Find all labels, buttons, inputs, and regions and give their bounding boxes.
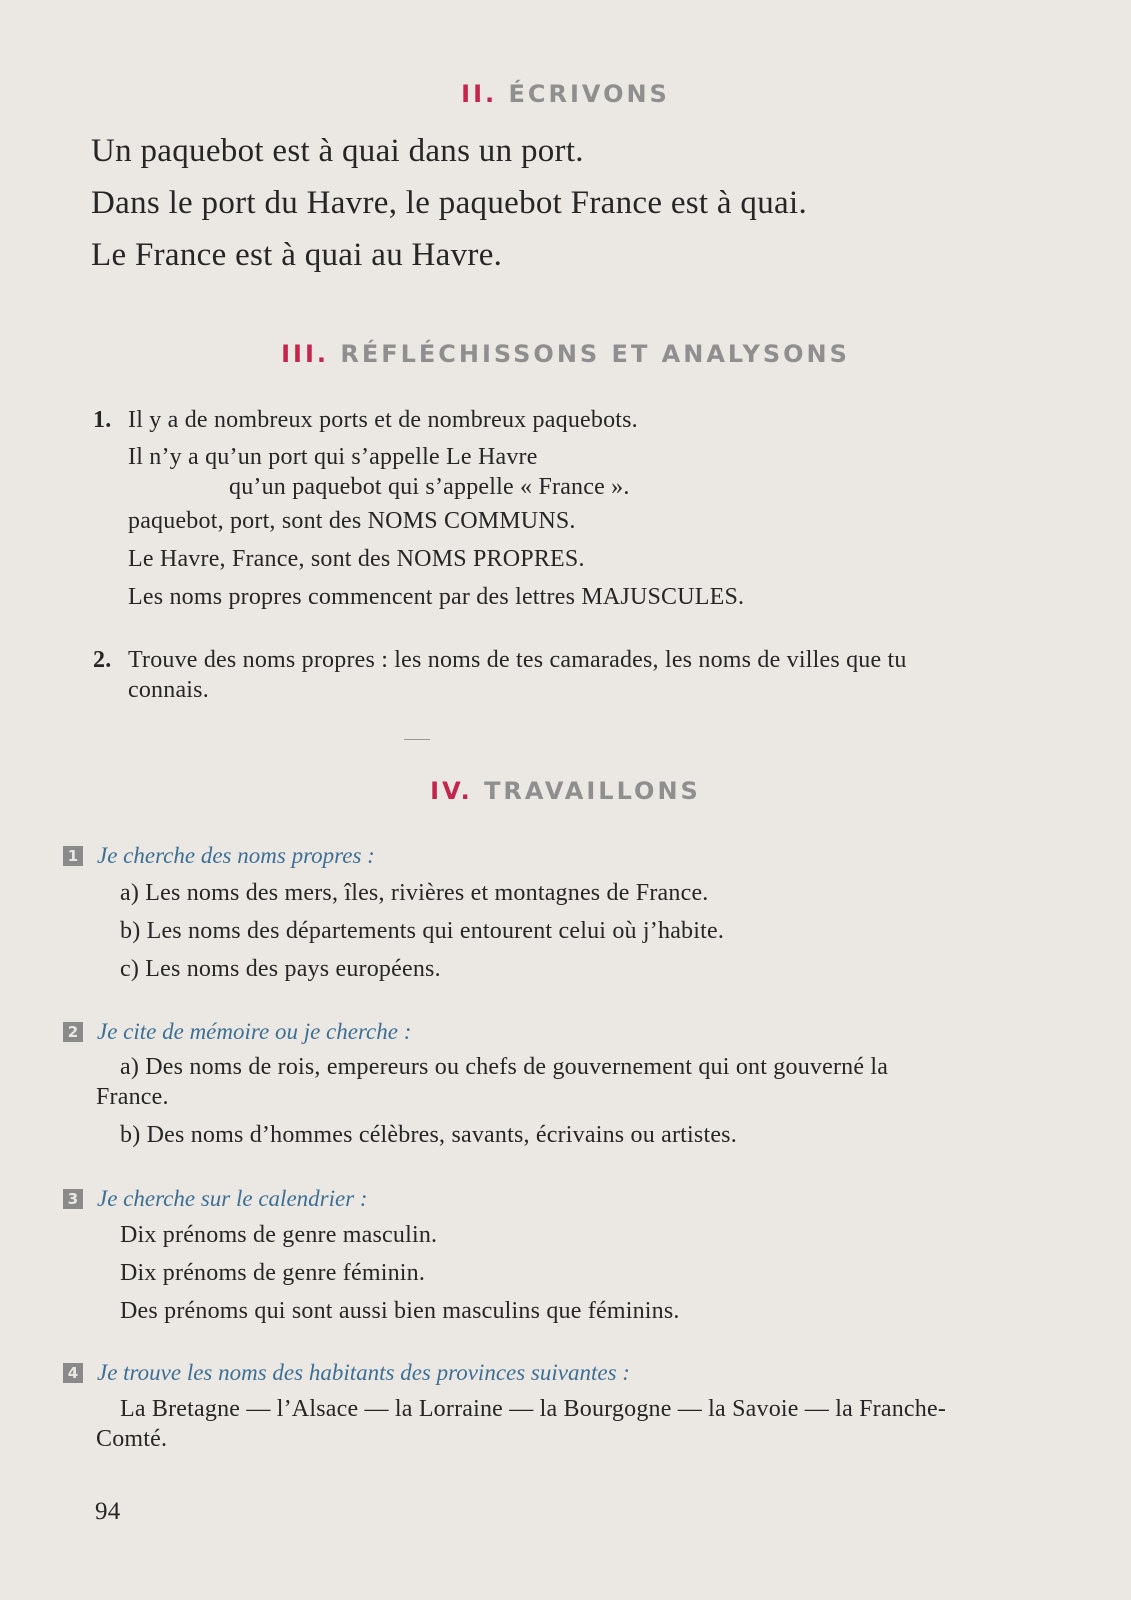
exercise-line: a) Les noms des mers, îles, rivières et montagnes de France.: [120, 880, 709, 906]
item-marker: 1.: [93, 407, 112, 433]
section-heading-reflechissons: [0, 340, 1131, 368]
page-number: 94: [95, 1498, 121, 1525]
analysis-line: connais.: [128, 677, 209, 703]
analysis-line: qu’un paquebot qui s’appelle « France ».: [229, 474, 630, 500]
analysis-line: Les noms propres commencent par des lettres MAJUSCULES.: [128, 584, 745, 610]
section-title: TRAVAILLONS: [484, 777, 701, 805]
exercise-prompt: Je trouve les noms des habitants des provinces suivantes :: [97, 1360, 630, 1385]
exercise-line: Dix prénoms de genre féminin.: [120, 1260, 426, 1286]
exercise-prompt: Je cherche des noms propres :: [97, 843, 375, 868]
ecrivons-line: Un paquebot est à quai dans un port.: [91, 133, 584, 169]
section-title: RÉFLÉCHISSONS ET ANALYSONS: [340, 340, 850, 368]
item-marker: 2.: [93, 647, 112, 673]
exercise-line: Des prénoms qui sont aussi bien masculins que féminins.: [120, 1298, 680, 1324]
exercise-line: Comté.: [96, 1426, 168, 1452]
section-number: II.: [461, 80, 498, 108]
exercise-number-badge: 1: [63, 846, 83, 866]
separator-dash: [404, 739, 430, 740]
section-number: III.: [281, 340, 329, 368]
analysis-line: paquebot, port, sont des NOMS COMMUNS.: [128, 508, 576, 534]
exercise-number-badge: 3: [63, 1189, 83, 1209]
exercise-line: c) Les noms des pays européens.: [120, 956, 441, 982]
ecrivons-line: Le France est à quai au Havre.: [91, 237, 503, 273]
section-number: IV.: [430, 777, 473, 805]
exercise-line: La Bretagne — l’Alsace — la Lorraine — la Bourgogne — la Savoie — la Franche-: [120, 1396, 947, 1422]
exercise-line: a) Des noms de rois, empereurs ou chefs de gouvernement qui ont gouverné la: [120, 1054, 889, 1080]
analysis-line: Il y a de nombreux ports et de nombreux paquebots.: [128, 407, 638, 433]
exercise-number-badge: 2: [63, 1022, 83, 1042]
analysis-line: Le Havre, France, sont des NOMS PROPRES.: [128, 546, 585, 572]
section-heading-ecrivons: [0, 80, 1131, 108]
analysis-line: Il n’y a qu’un port qui s’appelle Le Havre: [128, 444, 538, 470]
exercise-line: b) Les noms des départements qui entourent celui où j’habite.: [120, 918, 725, 944]
exercise-prompt: Je cite de mémoire ou je cherche :: [97, 1019, 412, 1044]
exercise-line: France.: [96, 1084, 169, 1110]
section-heading-travaillons: [0, 777, 1131, 805]
exercise-line: b) Des noms d’hommes célèbres, savants, écrivains ou artistes.: [120, 1122, 737, 1148]
exercise-line: Dix prénoms de genre masculin.: [120, 1222, 438, 1248]
exercise-number-badge: 4: [63, 1363, 83, 1383]
section-title: ÉCRIVONS: [508, 80, 670, 108]
ecrivons-line: Dans le port du Havre, le paquebot France est à quai.: [91, 185, 807, 221]
exercise-prompt: Je cherche sur le calendrier :: [97, 1186, 368, 1211]
analysis-line: Trouve des noms propres : les noms de tes camarades, les noms de villes que tu: [128, 647, 907, 673]
